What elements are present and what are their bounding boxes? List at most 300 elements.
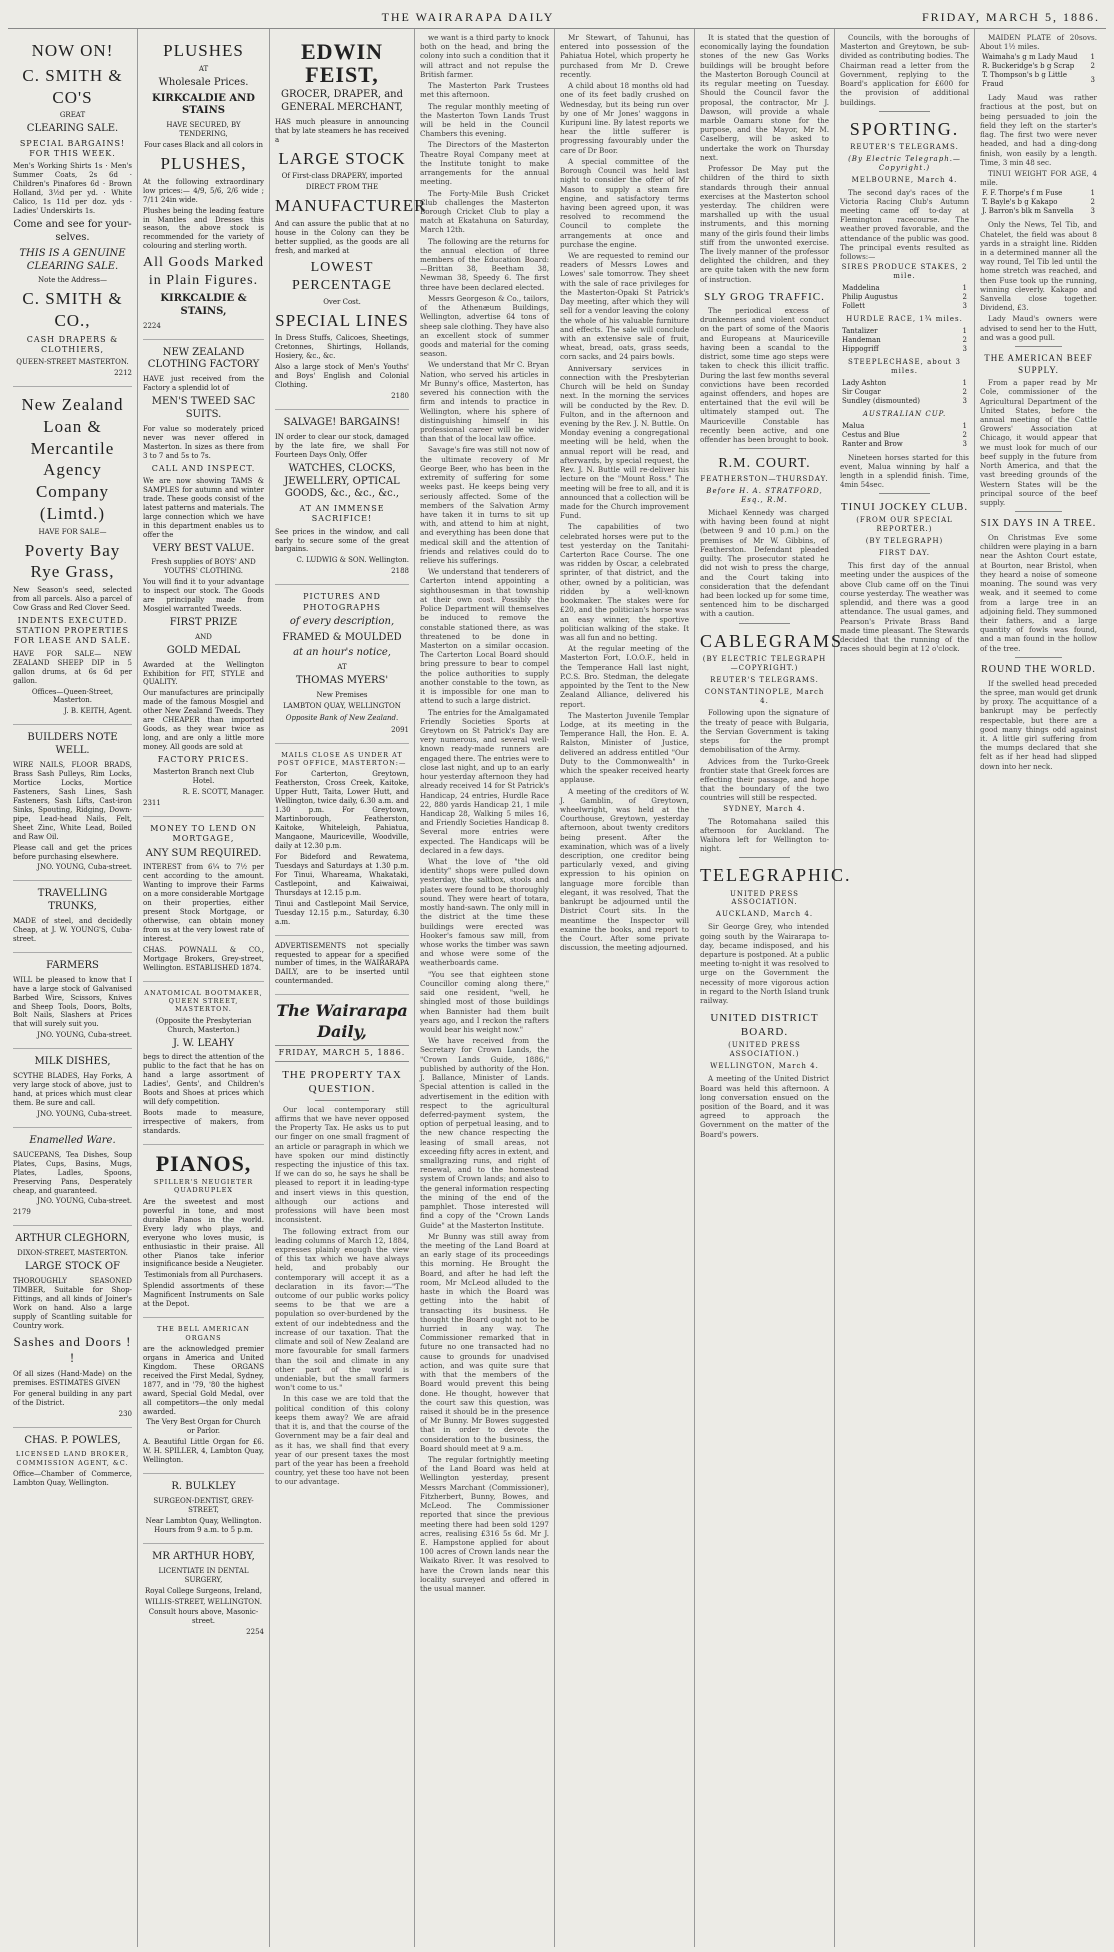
- clothing-text3: You will find it to your advantage to inspect our stock. The Goods are principally made from Mosgiel warranted Tweeds.: [143, 578, 264, 614]
- c5-p7: At the regular meeting of the Masterton Fort, I.O.O.F., held in the Temperance Hall last night, P.C.S. Bro. Stedman, the delegate appointed by the Tent to the New Zealand Alliance, delivered his report.: [560, 644, 689, 709]
- beef-title: THE AMERICAN BEEF SUPPLY.: [984, 353, 1093, 375]
- maiden-place-3: 3: [1090, 75, 1095, 84]
- clothing-fresh: Fresh supplies of BOYS' AND YOUTHS' CLOTHING.: [151, 558, 256, 576]
- table-row: [840, 388, 969, 397]
- table-row: [840, 302, 969, 311]
- column-4: [415, 29, 555, 1947]
- money-title: MONEY TO LEND ON MORTGAGE,: [150, 824, 257, 844]
- anatomical-leahy: J. W. LEAHY: [173, 1037, 234, 1049]
- weight-horse-2: T. Bayle's b g Kakapo: [982, 198, 1058, 207]
- clothing-suits: MEN'S TWEED SAC SUITS.: [151, 396, 256, 420]
- salvage-at: AT AN IMMENSE SACRIFICE!: [299, 504, 385, 524]
- feist-text2: And can assure the public that at no house in the Colony can they be better supplied, as the goods are all fresh, and marked at: [275, 220, 409, 255]
- clothing-text: For value so moderately priced never was never offered in Masterton. In sizes as there from 3 to 7 and 5s to 7s.: [143, 424, 264, 460]
- plushes-title-2: PLUSHES,: [160, 153, 247, 173]
- salvage-title: SALVAGE! BARGAINS!: [283, 417, 401, 429]
- myers-framed: FRAMED & MOULDED: [282, 631, 402, 643]
- rule-4: [879, 111, 931, 112]
- c4-p1: we want is a third party to knock both on the head, and bring the colony into such a condition that it will attract and not repulse the British farmer.: [420, 33, 549, 79]
- c5-p6: The capabilities of two celebrated horses were put to the test yesterday on the Tanitahi-Carterton Race Course. The one was ridden by Oscar, a celebrated sprinter, of that district, and the other, owned by a politician, was ridden by a well-known bookmaker. The stakes were for £20, and the politician's horse was an easy winner, the sportive politician walking of the stake. It was all fun and no betting.: [560, 522, 689, 642]
- race4-place-2: 2: [962, 430, 967, 439]
- tinui-title: TINUI JOCKEY CLUB.: [840, 501, 969, 514]
- race1-place-2: 2: [962, 293, 967, 302]
- cablegrams-agency: REUTER'S TELEGRAMS.: [710, 675, 819, 684]
- world-title: ROUND THE WORLD.: [981, 663, 1096, 675]
- rule-7: [1015, 511, 1062, 512]
- bulkley-ad: [143, 1474, 264, 1544]
- smith-name-2: C. SMITH & CO.,: [22, 289, 123, 331]
- enamel-sig: JNO. YOUNG, Cuba-street.: [37, 1197, 132, 1206]
- c5-p3: A special committee of the Borough Council was held last night to consider the offer of Mr Mason to supply a steam fire engine, and satisfactory terms having been agreed upon, it was resolved to recommend the Council to complete the arrangements at once and purchase the engine.: [560, 156, 689, 249]
- nzloan-ad: [13, 387, 132, 725]
- feist-over: Over Cost.: [323, 297, 361, 306]
- pianos-testimonials: Testimonials from all Purchasers.: [144, 1271, 263, 1280]
- column-2: [138, 29, 270, 1947]
- c4-p2: The Masterton Park Trustees met this afternoon.: [420, 81, 549, 100]
- nzloan-indents: INDENTS EXECUTED. STATION PROPERTIES FOR LEASE AND SALE.: [13, 616, 132, 646]
- race1-title: SIRES PRODUCE STAKES, 2 mile.: [841, 263, 968, 281]
- bulkley-name: R. BULKLEY: [171, 1481, 236, 1493]
- clothing-award: Awarded at the Wellington Exhibition for FIT, STYLE and QUALITY.: [143, 660, 264, 687]
- table-row: [840, 345, 969, 354]
- race3-horse-1: Lady Ashton: [842, 378, 887, 387]
- mails-text: For Carterton, Greytown, Featherston, Cross Creek, Kaitoke, Upper Hutt, Taita, Lower Hutt, and Wellington, twice daily, 6.30 a.m. and 1.30 p.m. For Greytown, Martinborough, Featherston, Kaitoke, Whiteleigh, Pahiatua, Mangaone, Mauriceville, Woodville, daily at 12.30 p.m.: [275, 770, 409, 850]
- race4-place-1: 1: [962, 421, 967, 430]
- cleghorn-sashes: Sashes and Doors ! !: [13, 1333, 132, 1366]
- court-sub: FEATHERSTON—THURSDAY.: [700, 475, 829, 484]
- column-5: [555, 29, 695, 1947]
- race1-horse-1: Maddelina: [842, 284, 880, 293]
- c6-p2: Professor De May put the children of the third to sixth standards through their annual exercises at the Masterton school yesterday. The children were marshalled up with the usual instruments, and this morning many of the girls found their limbs stiff from the unwonted exercise. The lively manner of the professor delighted the children, and they are quite taken with the new form of instruction.: [700, 164, 829, 284]
- plushes-title: PLUSHES: [163, 41, 244, 60]
- race-note: Nineteen horses started for this event, Malua winning by half a length in a splendid finish. Time, 4min 54sec.: [840, 452, 969, 490]
- rule-3: [739, 857, 791, 858]
- plushes-at: AT: [198, 64, 209, 73]
- race3-horse-3: Sundley (dismounted): [842, 396, 920, 405]
- myers-num: 2091: [391, 725, 409, 734]
- cleghorn-ad: [13, 1226, 132, 1427]
- money-sum: ANY SUM REQUIRED.: [145, 847, 262, 859]
- c5-p2: A child about 18 months old had one of its feet badly crushed on Wednesday, but its being run over by one of Mr Jones' waggons in Kuripuni line. By latest reports we hear the little sufferer is progressing favourably under the care of Dr Boor.: [560, 81, 689, 155]
- myers-ad: [275, 585, 409, 743]
- salvage-text2: See prices in the window, and call early to secure some of the great bargains.: [275, 527, 409, 554]
- adverts-text: ADVERTISEMENTS not specially requested to appear for a specified number of times, in the WAIRARAPA DAILY, are to be inserted until countermanded.: [275, 941, 409, 986]
- race4-table: [840, 422, 969, 449]
- cablegrams-place: CONSTANTINOPLE, March 4.: [704, 687, 825, 705]
- plushes-firm: KIRKCALDIE AND STAINS: [152, 92, 255, 117]
- plushes-firm-2: KIRKCALDIE & STAINS,: [160, 293, 247, 317]
- feist-num: 2180: [391, 392, 409, 401]
- editorial-headline: THE PROPERTY TAX QUESTION.: [282, 1068, 402, 1095]
- maiden-place-1: 1: [1090, 53, 1095, 62]
- hoby-hours: Consult hours above, Masonic-street.: [148, 1608, 259, 1626]
- race3-place-3: 3: [962, 396, 967, 405]
- money-ad: [143, 817, 264, 982]
- district-place: WELLINGTON, March 4.: [710, 1062, 819, 1071]
- sporting-title: SPORTING.: [849, 118, 960, 139]
- tinui-tele: (BY TELEGRAPH): [865, 537, 944, 546]
- table-row: [840, 284, 969, 293]
- table-row: [840, 440, 969, 449]
- court-before: Before H. A. STRATFORD, Esq., R.M.: [706, 487, 823, 505]
- rule-1: [739, 448, 791, 449]
- race4-place-3: 3: [962, 439, 967, 448]
- c5-p9: A meeting of the creditors of W. J. Gamblin, of Greytown, wheelwright, was held at the Courthouse, Greytown, yesterday afternoon, about twenty creditors being present. After the examination, which was of a lively description, one creditor being particularly vexed, and giving expression to his opinion on language more forcible than elegant, it was resolved, That the bankrupt be adjourned until the District Court sits. In the meantime the Inspector will examine the books, and report to the Court. After some private discussion, the meeting adjourned.: [560, 786, 689, 953]
- c4-p3: The regular monthly meeting of the Masterton Town Lands Trust will be held in the Council Chambers this evening.: [420, 101, 549, 139]
- column-7: [835, 29, 975, 1947]
- c4-p16: The regular fortnightly meeting of the Land Board was held at Wellington yesterday, present Messrs Marchant (Commissioner), Fitzherbert, Bunny, Bowes, and McLeod. The Commissioner reported that since the previous meeting there had been sold 1297 acres, realising £316 5s 6d. Mr J. E. Hampstone applied for about 100 acres of Crown lands near the Waikato River. It was resolved to have the Crown lands near this locality surveyed and offered in the usual manner.: [420, 1455, 549, 1594]
- sporting-text: The second day's races of the Victoria Racing Club's Autumn meeting came off to-day at Flemington racecourse. The weather proved favorable, and the attendance of the public was good. The principal events resulted as follows:—: [840, 187, 969, 262]
- myers-notice: at an hour's notice,: [293, 647, 391, 659]
- tinui-text: This first day of the annual meeting under the auspices of the above Club came off on the Tinui course yesterday. The weather was splendid, and there was a good attendance. The usual games, and Pearson's Private Brass Band made time pleasant. The Stewards decided that the running of the races should begin at 12 o'clock.: [840, 561, 969, 654]
- salvage-sig: C. LUDWIG & SON. Wellington.: [296, 556, 409, 565]
- maiden-table: [980, 53, 1097, 89]
- c8-p3: TINUI WEIGHT FOR AGE, 4 mile.: [980, 169, 1097, 188]
- rule-8: [1015, 657, 1062, 658]
- plushes-wholesale: Wholesale Prices.: [158, 76, 249, 88]
- race4-horse-1: Malua: [842, 421, 865, 430]
- auckland-place: AUCKLAND, March 4.: [715, 910, 814, 919]
- race3-horse-2: Sir Cougar: [842, 387, 881, 396]
- rule-6: [1015, 346, 1062, 347]
- hoby-title: LICENTIATE IN DENTAL SURGERY,: [158, 1566, 249, 1584]
- race4-horse-2: Cestus and Blue: [842, 430, 900, 439]
- auckland-text: Sir George Grey, who intended going south by the Wairarapa to-day, became indisposed, and his departure is postponed. At a public meeting to-night it was resolved to urge on the Government the necessity of more vigorous action in regard to the North Island trunk railway.: [700, 922, 829, 1006]
- adverts-note: [275, 936, 409, 996]
- myers-at: AT: [337, 663, 347, 672]
- rule-5: [879, 493, 931, 494]
- maiden-horse-1: Waimaha's g m Lady Maud: [982, 53, 1078, 62]
- nzloan-name: New Zealand Loan & Mercantile Agency Company (Limtd.): [21, 395, 124, 523]
- builders-title: BUILDERS NOTE WELL.: [27, 732, 118, 757]
- masthead-title: THE WAIRARAPA DAILY: [381, 9, 555, 24]
- bell-ad: [143, 1318, 264, 1474]
- c4-p10: We understand that tenderers of Carterton intend appointing a sighthousesman in that township at their own cost. Possibly the Police Department will themselves be induced to remove the constable stationed there, as was threatened to be done in Masterton on a similar occasion. The Carterton Local Board should bring pressure to bear to compel the police authorities to supply another constable to the town, as it is impossible for one man to attend to such a large district.: [420, 567, 549, 706]
- salvage-num: 2188: [391, 567, 409, 576]
- bell-depot: The Very Best Organ for Church or Parlor.: [146, 1418, 261, 1436]
- sporting-place: MELBOURNE, March 4.: [851, 175, 958, 184]
- cleghorn-num: 230: [118, 1409, 132, 1418]
- telegraphic-title: TELEGRAPHIC.: [700, 865, 852, 886]
- feist-lines: In Dress Stuffs, Calicoes, Sheetings, Cretonnes, Shirtings, Hollands, Hosiery, &c., &c.: [275, 334, 409, 361]
- salvage-ad: [275, 410, 409, 585]
- race2-horse-1: Tantalizer: [842, 327, 878, 336]
- trees-text: On Christmas Eve some children were playing in a barn near the Ashton Court estate, at Bourton, near Bristol, when they heard a noise of someone moaning. The sound was very weak, and it seemed to come from a large tree in an adjoining field. They summoned their fathers, and a large quantity of fowls was found, and a man found in the hollow of the tree.: [980, 533, 1097, 653]
- farmers-ad: [13, 953, 132, 1049]
- c5-p5: Anniversary services in connection with the Presbyterian Church will be held on Sunday next. In the morning the services will be conducted by the Rev. D. Fulton, and in the afternoon and evening by the Rev. J. N. Buttle. On Monday evening a congregational meeting will be held, when the annual report will be read, and afterwards, by special request, the Rev. J. N. Buttle will re-deliver his lecture on the "Mount Ross." The meeting will be free to all, and it is announced that a collection will be made for the Church improvement Fund.: [560, 363, 689, 521]
- clothing-prize: FIRST PRIZE: [169, 617, 238, 629]
- c8-p4: Only the News, Tel Tib, and Chatelet, the field was about 8 yards in a straight line. Ridden in a determined manner all the way round, Tel Tib led until the home stretch was reached, and then Fuse took up the running, winning cleverly. Kakapo and Sanvella close together. Dividend, £3.: [980, 220, 1097, 313]
- nzloan-text: New Season's seed, selected from all parcels. Also a parcel of Cow Grass and Red Clover Seed.: [13, 586, 132, 613]
- plushes-prices: At the following extraordinary low prices:— 4/9, 5/6, 2/6 wide ; 7/11 24in wide.: [143, 177, 264, 204]
- cablegrams-sub: (BY ELECTRIC TELEGRAPH—COPYRIGHT.): [702, 654, 827, 672]
- enamel-text: SAUCEPANS, Tea Dishes, Soup Plates, Cups, Basins, Mugs, Plates, Ladles, Spoons, Preserving Pans, Desperately cheap, and guaranteed.: [13, 1150, 132, 1195]
- c4-p8: We understand that Mr C. Bryan Nation, who served his articles in Mr Bunny's office, Masterton, has severed his connection with the firm and intends to practice in Wellington, where his sphere of distinguishing himself in his professional career will be wider than that of the local law office.: [420, 360, 549, 444]
- trunks-ad: [13, 881, 132, 952]
- table-row: [840, 327, 969, 336]
- australian-cup-title: AUSTRALIAN CUP.: [862, 409, 947, 418]
- table-row: [840, 397, 969, 406]
- cablegrams-text2: Advices from the Turko-Greek frontier state that Greek forces are effecting their passage, and hope that the boundary of the two countries will still be respected.: [700, 756, 829, 803]
- c4-p4: The Directors of the Masterton Theatre Royal Company meet at the Institute tonight to make arrangements for the annual meeting.: [420, 140, 549, 187]
- hoby-college: Royal College Surgeons, Ireland,: [144, 1586, 263, 1595]
- editorial-p1: Our local contemporary still affirms that we have never opposed the Property Tax. He asks us to put our finger on one small fragment of an article or paragraph in which we have spoken our mind distinctly respecting the injustice of this tax. If we can do so, he says he shall be pleased to report it in leading-type and insert views in this question, although our actions and professions will have been most inconsistent.: [275, 1104, 409, 1225]
- salvage-text: IN order to clear our stock, damaged by the late fire, we shall For Fourteen Days Only, Offer: [275, 432, 409, 459]
- hoby-num: 2254: [246, 1628, 264, 1637]
- district-title: UNITED DISTRICT BOARD.: [710, 1012, 819, 1039]
- race2-title: HURDLE RACE, 1¾ miles.: [846, 315, 963, 324]
- masthead-date: FRIDAY, MARCH 5, 1886.: [921, 9, 1100, 24]
- anatomical-title: ANATOMICAL BOOTMAKER, QUEEN STREET, MASTERTON.: [144, 988, 263, 1014]
- trees-title: SIX DAYS IN A TREE.: [980, 518, 1097, 530]
- cablegrams-title: CABLEGRAMS: [700, 630, 844, 651]
- district-text: A meeting of the United District Board was held this afternoon. A long conversation ensued on the position of the Board, and it was agreed to approach the Government on the matter of the Board's powers.: [700, 1074, 829, 1139]
- race3-place-1: 1: [962, 378, 967, 387]
- paper-name: The Wairarapa Daily,: [276, 1001, 408, 1041]
- clothing-have: HAVE just received from the Factory a splendid lot of: [143, 375, 264, 393]
- race1-horse-3: Follett: [842, 302, 865, 311]
- feist-ad: [275, 33, 427, 410]
- sporting-sub: REUTER'S TELEGRAMS.: [850, 142, 959, 151]
- myers-of: of every description,: [289, 615, 395, 627]
- feist-also: Also a large stock of Men's Youths' and Boys' English and Colonial Clothing.: [275, 363, 409, 390]
- sporting-by: (By Electric Telegraph.—Copyright.): [848, 154, 961, 172]
- smith-street: QUEEN-STREET MASTERTON.: [16, 358, 129, 367]
- bell-sig: A. Beautiful Little Organ for £6. W. H. SPILLER, 4, Lambton Quay, Wellington.: [143, 1438, 264, 1465]
- race2-place-2: 2: [962, 336, 967, 345]
- pianos-text2: Splendid assortments of these Magnificent Instruments on Sale at the Depot.: [143, 1282, 264, 1309]
- nzloan-offices: Offices—Queen-Street, Masterton.: [31, 687, 114, 705]
- rule-2: [739, 623, 791, 624]
- myers-premises: New Premises: [316, 690, 368, 699]
- clothing-branch: Masterton Branch next Club Hotel.: [152, 768, 255, 786]
- clothing-text4: Our manufactures are principally made of the famous Mosgiel and other New Zealand Tweeds. They are CHEAPER than imported Goods, as they wear twice as long, and are only a little more money. All goods are sold at: [143, 689, 264, 752]
- race3-table: [840, 379, 969, 406]
- table-row: [840, 336, 969, 345]
- c6-p1: It is stated that the question of economically laying the foundation stones of the new Gas Works buildings will be brought before the Masterton Borough Council at its regular meeting on Tuesday. Should the Council favor the proposal, the contractor, Mr J. Dawson, will provide a whale marble Oamaru stone for the purpose, and the Mayor, Mr M. Caselberg, will be asked to undertake the work on Thursday next.: [700, 33, 829, 162]
- telegraphic-sub: UNITED PRESS ASSOCIATION.: [730, 889, 799, 907]
- plushes-goods: All Goods Marked in Plain Figures.: [143, 255, 264, 289]
- race2-table: [840, 327, 969, 354]
- pianos-text: Are the sweetest and most powerful in tone, and most durable Pianos in the world. Every lady who plays, and everyone who loves music, is enthusiastic in their praise. All other Pianos take inferior insignificance beside a Neugieter.: [143, 1197, 264, 1269]
- money-sig: CHAS. POWNALL & CO., Mortgage Brokers, Grey-street, Wellington. ESTABLISHED 1874.: [143, 945, 264, 972]
- table-row: [980, 189, 1097, 198]
- nzloan-grass: Poverty Bay Rye Grass,: [24, 540, 121, 582]
- plushes-lines: Four cases Black and all colors in: [143, 141, 264, 149]
- enamel-ad: [13, 1128, 132, 1226]
- powles-name: CHAS. P. POWLES,: [24, 1434, 121, 1446]
- feist-text: HAS much pleasure in announcing that by late steamers he has received a: [275, 117, 409, 144]
- bulkley-place: Near Lambton Quay, Wellington. Hours from 9 a.m. to 5 p.m.: [145, 1516, 262, 1534]
- anatomical-sub: (Opposite the Presbyterian Church, Masterton.): [155, 1016, 252, 1034]
- anatomical-text: begs to direct the attention of the public to the fact that he has on hand a large assortment of Ladies', Gents', and Children's Boots and Shoes at prices which will defy competition.: [143, 1053, 264, 1107]
- c4-p6: The following are the returns for the annual election of three members of the Education Board:—Brittan 38, Beetham 38, Newman 38, Speedy 6. The first three have been declared elected.: [420, 236, 549, 292]
- c4-p5: The Forty-Mile Bush Cricket Club challenges the Masterton Borough Cricket Club to play a match at Ekatahuna on Saturday, March 12th.: [420, 188, 549, 235]
- feist-name: EDWIN FEIST,: [300, 39, 383, 88]
- feist-manu: MANUFACTURER: [275, 196, 427, 216]
- pianos-ad: [143, 1145, 264, 1318]
- pianos-title: PIANOS,: [155, 1151, 252, 1177]
- tinui-day: FIRST DAY.: [879, 549, 930, 558]
- maiden-horse-3: T. Thompson's b g Little Fraud: [982, 71, 1067, 89]
- cleghorn-place: DIXON-STREET, MASTERTON.: [17, 1249, 128, 1258]
- table-row: [840, 293, 969, 302]
- editorial-p2: The following extract from our leading columns of March 12, 1884, expresses plainly enough the view of this tax which we have always held, and probably our contemporary will accept it as a declaration in its favor:—"The outcome of our public works policy seems to be that we are a population so over-burdened by the extent of our indebtedness and the increase of our taxation. That the climate and soil of New Zealand are more favourable for small farmers than the soil and climate in any other part of the world is undeniable, but the small farmers won't come to us.": [275, 1226, 409, 1393]
- c5-p8: The Masterton Juvenile Templar Lodge, at its meeting in the Temperance Hall, the Hon. E. A. Ralston, Minister of Justice, delivered an address entitled "Our Duty to the Commonwealth" in which the speaker received hearty applause.: [560, 710, 689, 785]
- cleghorn-name: ARTHUR CLEGHORN,: [15, 1233, 130, 1245]
- sly-grog-text: The periodical excess of drunkenness and violent conduct on the part of some of the Maoris and Europeans at Mauriceville having been a scandal to the district, some time ago steps were taken to check this illicit traffic. During the last few months several convictions have been recorded against offenders, and hopes are entertained that the evil will be ultimately stamped out. The Mauriceville Constable has recently been active, and one offender has been brought to book.: [700, 305, 829, 445]
- world-text: If the swelled head preceded the spree, man would get drunk by proxy. The acquittance of a bankrupt may be perfectly respectable, but there are a good many things odd against it. A little girl suffering from the mumps declared that she felt as if her head had slipped down into her neck.: [980, 678, 1097, 771]
- c8-p2: Lady Maud was rather fractious at the post, but on being persuaded to join the field they left on the starter's flag. The first two were never headed, and had a ding-dong finish, won easily by a length. Time, 3 min 48 sec.: [980, 93, 1097, 167]
- feist-special: SPECIAL LINES: [275, 310, 409, 330]
- smith-drapers: CASH DRAPERS & CLOTHIERS,: [26, 334, 119, 355]
- builders-note: Please call and get the prices before purchasing elsewhere.: [13, 843, 132, 861]
- column-1: [8, 29, 138, 1947]
- smith-sale: CLEARING SALE.: [26, 123, 119, 135]
- bell-text: are the acknowledged premier organs in America and United Kingdom. These ORGANS received the First Medal, Sydney, 1877, and in '79, '80 the highest award, Special Gold Medal, over all competitors—the only medal awarded.: [143, 1344, 264, 1416]
- plushes-ad: [143, 33, 264, 340]
- race2-place-3: 3: [962, 344, 967, 353]
- editorial-rule: [315, 1100, 369, 1101]
- plushes-num: 2224: [143, 321, 161, 330]
- table-row: [980, 53, 1097, 62]
- powles-office: Office—Chamber of Commerce, Lambton Quay, Wellington.: [13, 1470, 132, 1488]
- bell-title: THE BELL AMERICAN ORGANS: [157, 1325, 250, 1342]
- feist-title: GROCER, DRAPER, and GENERAL MERCHANT,: [280, 89, 404, 113]
- race3-place-2: 2: [962, 387, 967, 396]
- farmers-sig: JNO. YOUNG, Cuba-street.: [37, 1031, 132, 1040]
- column-8: [975, 29, 1102, 1947]
- sydney-text: The Rotomahana sailed this afternoon for Auckland. The Waihora left for Wellington to-night.: [700, 816, 829, 854]
- nzloan-sheep: HAVE FOR SALE— NEW ZEALAND SHEEP DIP in 5 gallon drums, at 6s 6d per gallon.: [13, 649, 132, 685]
- editorial: [275, 1001, 409, 1486]
- c4-p7: Messrs Georgeson & Co., tailors, of the Athenæum Buildings, Wellington, advertise 64 tons of sheep sale clothing. They have also an excellent stock of summer goods and material for the coming season.: [420, 293, 549, 359]
- c5-p4: We are requested to remind our readers of Messrs Lowes and Lowes' sale tomorrow. They sheet with the sale of race privileges for the Masterton-Opaki St Patrick's Day meeting, after which they will sell for a vendor leaving the colony the whole of his valuable furniture and effects. The sale will conclude with an extensive sale of fruit, wheat, bread, oats, grass seeds, corn sacks, and 24 pairs bowls.: [560, 251, 689, 362]
- race2-horse-3: Hippogriff: [842, 344, 879, 353]
- maiden-place-2: 2: [1090, 62, 1095, 71]
- sly-grog-title: SLY GROG TRAFFIC.: [704, 290, 825, 303]
- c4-p9: Savage's fire was still not now of the ultimate recovery of Mr George Beer, who has been in the extremity of suffering for some weeks past. He keeps being very seriously affected. Some of the members of the Salvation Army have taken it in turns to sit up with, and attend to him at night, and everything has been done that medical skill and the attention of friends and relatives could do to relieve his sufferings.: [420, 445, 549, 566]
- court-title: R.M. COURT.: [718, 456, 811, 472]
- powles-title: LICENSED LAND BROKER, COMMISSION AGENT, &C.: [15, 1450, 130, 1467]
- mails-title: MAILS CLOSE AS UNDER AT POST OFFICE, MASTERTON:—: [277, 750, 407, 768]
- table-row: [980, 198, 1097, 207]
- anatomical-note: Boots made to measure, irrespective of makers, from standards.: [143, 1109, 264, 1136]
- table-row: [840, 422, 969, 431]
- table-row: [840, 431, 969, 440]
- weight-horse-3: J. Barron's blk m Sanvella: [982, 207, 1074, 216]
- enamel-num: 2179: [13, 1208, 31, 1217]
- mails-footer: Tinui and Castlepoint Mail Service, Tuesday 12.15 p.m., Saturday, 6.30 a.m.: [275, 899, 409, 926]
- smith-great: GREAT: [59, 111, 86, 120]
- myers-opp: Opposite Bank of New Zealand.: [285, 713, 399, 722]
- hoby-ad: [143, 1544, 264, 1645]
- trunks-text: MADE of steel, and decidedly Cheap, at J. W. YOUNG'S, Cuba-street.: [13, 917, 132, 943]
- weight-place-2: 2: [1090, 198, 1095, 207]
- builders-sig: JNO. YOUNG, Cuba-street.: [37, 863, 132, 872]
- feist-direct: DIRECT FROM THE: [305, 183, 379, 192]
- table-row: [980, 207, 1097, 216]
- column-6: [695, 29, 852, 1947]
- weight-horse-1: F. F. Thorpe's f m Fuse: [982, 189, 1063, 198]
- tinui-sub: (FROM OUR SPECIAL REPORTER.): [856, 516, 953, 534]
- clothing-sig: R. E. SCOTT, Manager.: [182, 788, 264, 797]
- race1-place-1: 1: [962, 284, 967, 293]
- milk-sig: JNO. YOUNG, Cuba-street.: [37, 1109, 132, 1118]
- myers-title: PICTURES AND PHOTOGRAPHS: [303, 592, 381, 612]
- smith-now-on: NOW ON!: [31, 41, 114, 60]
- c8-p1: MAIDEN PLATE of 20sovs. About 1½ miles.: [980, 33, 1097, 52]
- smith-special: SPECIAL BARGAINS! FOR THIS WEEK.: [19, 139, 126, 159]
- milk-text: SCYTHE BLADES, Hay Forks, A very large stock of above, just to hand, at prices which must clear them. Be sure and call.: [13, 1072, 132, 1107]
- clothing-title: NEW ZEALAND CLOTHING FACTORY: [147, 346, 260, 371]
- money-text: INTEREST from 6¼ to 7½ per cent according to the amount. Wanting to improve their Farms on a more considerable Mortgage on their properties, either present Stock Mortgage, or otherwise, can obtain money from us at the very lowest rate of interest.: [143, 863, 264, 944]
- clothing-ad: [143, 340, 264, 817]
- column-3: [270, 29, 427, 1947]
- masthead: [8, 6, 1106, 29]
- cleghorn-sizes: Of all sizes (Hand-Made) on the premises. ESTIMATES GIVEN: [13, 1369, 132, 1387]
- weight-place-1: 1: [1090, 189, 1095, 198]
- clothing-prices: FACTORY PRICES.: [157, 755, 250, 765]
- race1-place-3: 3: [962, 302, 967, 311]
- pianos-sub: SPILLER'S NEUGIETER QUADRUPLEX: [153, 1178, 254, 1195]
- clothing-call: CALL AND INSPECT.: [151, 463, 256, 473]
- builders-text: WIRE NAILS, FLOOR BRADS, Brass Sash Pulleys, Rim Locks, Mortice Locks, Mortice Fasteners, Sash Lines, Sash Fasteners, Sash Lifts, Cast-iron Sinks, Spouting, Ridging, Down-pipe, Lead-head Nails, Felt, Sheet Zinc, White Lead, Boiled and Raw Oil.: [13, 760, 132, 841]
- plushes-text: Plushes being the leading feature in Mantles and Dresses this season, the above stock is recommended for the variety of colouring and sterling worth.: [143, 206, 264, 251]
- smith-ad: [13, 33, 132, 387]
- milk-ad: [13, 1049, 132, 1128]
- race1-table: [840, 284, 969, 311]
- editorial-p3: In this case we are told that the political condition of this colony keeps them away? We are afraid that it is, and that the course of the Government may be a fair deal and as it has, we shall find that every year of our present taxes the most part of the year has been a freehold country, yet these too have not been to our advantage.: [275, 1394, 409, 1487]
- weight-table: [980, 189, 1097, 216]
- farmers-text: WILL be pleased to know that I have a large stock of Galvanised Barbed Wire, Scissors, Knives and Sheep Tools, Doors, Bolts, Bolt Nails, Slashers at Prices that will surely suit you.: [13, 975, 132, 1029]
- feist-first: Of First-class DRAPERY, imported: [281, 172, 403, 181]
- hoby-place: WILLIS-STREET, WELLINGTON.: [145, 1597, 262, 1606]
- columns: [8, 29, 1106, 1947]
- district-sub: (UNITED PRESS ASSOCIATION.): [728, 1041, 801, 1059]
- smith-come: Come and see for your-selves.: [13, 219, 132, 243]
- race3-title: STEEPLECHASE, about 3 miles.: [848, 357, 961, 375]
- race4-horse-3: Ranter and Brow: [842, 439, 903, 448]
- court-text: Michael Kennedy was charged with having been found at night (between 9 and 10 p.m.) on the premises of Mr W. Gibbins, of Featherston. Defendant pleaded guilty. The prosecutor stated he did not wish to press the charge, and the Court taking into consideration that the defendant had been locked up for some time, sentenced him to be discharged with a caution.: [700, 508, 829, 619]
- bulkley-title: SURGEON-DENTIST, GREY-STREET,: [153, 1497, 254, 1514]
- smith-address-label: Note the Address—: [38, 276, 107, 285]
- plushes-bought: HAVE SECURED, BY TENDERING,: [166, 121, 241, 139]
- race2-place-1: 1: [962, 327, 967, 336]
- cleghorn-note: For general building in any part of the District.: [13, 1389, 132, 1407]
- farmers-title: FARMERS: [46, 959, 99, 971]
- trunks-title: TRAVELLING TRUNKS,: [37, 888, 108, 913]
- clothing-medal: GOLD MEDAL: [166, 644, 241, 656]
- table-row: [980, 71, 1097, 89]
- sydney-place: SYDNEY, March 4.: [723, 804, 806, 813]
- paper-date: FRIDAY, MARCH 5, 1886.: [275, 1045, 409, 1061]
- clothing-text2: We are now showing TAMS & SAMPLES for autumn and winter trade. These goods consist of the latest patterns and materials. The large connection which we have in this department enables us to offer the: [143, 476, 264, 539]
- cleghorn-timber: THOROUGHLY SEASONED TIMBER, Suitable for Shop-Fittings, and all kinds of Joiner's Work on hand. Also a large supply of Scantling suitable for Country work.: [13, 1276, 132, 1330]
- maiden-horse-2: R. Buckeridge's b g Scrap: [982, 62, 1075, 71]
- enamel-title: Enamelled Ware.: [29, 1134, 116, 1146]
- c4-p14: We have received from the Secretary for Crown Lands, the "Crown Lands Guide, 1886," published by authority of the Hon. J. Ballance, Minister of Lands. Special attention is called in the advertisement in the edition with respect to the agricultural deferred-payment system, the option of perpetual leasing, and to the new chance respecting the leasing of small areas, not exceeding fifty acres in extent, and smallgrazing runs, and right of renewal, and to the homestead system of Crown lands; and also to the general information respecting the mining of the end of the pamphlet. Those interested will find a copy of the "Crown Lands Guide" at the Masterton Institute.: [420, 1036, 549, 1230]
- cleghorn-stock: LARGE STOCK OF: [24, 1261, 120, 1273]
- beef-text: From a paper read by Mr Cole, commissioner of the Agricultural Department of the United States, before the annual meeting of the Cattle Growers' Association at Chicago, it would appear that we must look for much of our beef supply in the future from North America, and that the vast breeding grounds of the Western States will be the principal source of the beef supply.: [980, 378, 1097, 508]
- race1-horse-2: Philip Augustus: [842, 293, 898, 302]
- mails-ad: [275, 744, 409, 936]
- table-row: [980, 62, 1097, 71]
- anatomical-ad: [143, 982, 264, 1145]
- feist-lowest: LOWEST PERCENTAGE: [292, 259, 392, 293]
- c4-p11: The entries for the Amalgamated Friendly Societies Sports at Greytown on St Patrick's Day are very numerous, and several well-known ready-made runners are engaged there. The entries were to close last night, and up to an early hour yesterday afternoon they had already received 14 for St Patrick's Handicap, 24 entries, Hurdle Race 22, 880 yards Handicap 21, 1 mile Handicap 28, Walking 5 miles 16, and Friendly Societies Handicap 8. Several more entries were expected. The Handicaps will be declared in a few days.: [420, 707, 549, 855]
- builders-ad: [13, 725, 132, 881]
